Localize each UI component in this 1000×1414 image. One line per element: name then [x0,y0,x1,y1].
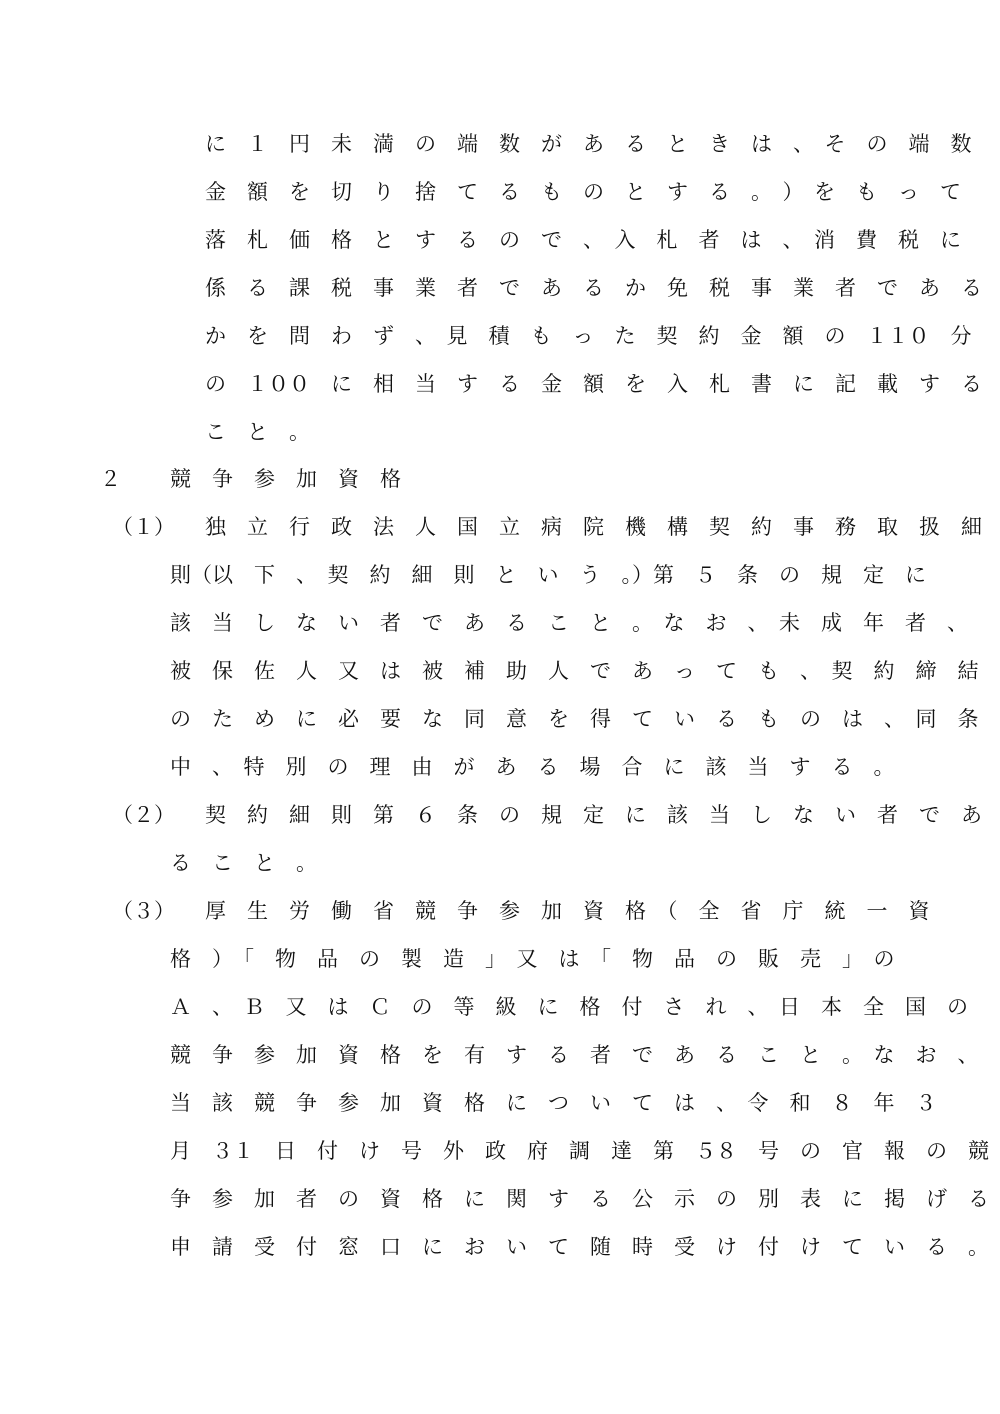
intro-line: に １ 円 未 満 の 端 数 が あ る と き は 、 そ の 端 数 [205,132,972,156]
item-number: （２） [112,803,175,827]
intro-line: の １００ に 相 当 す る 金 額 を 入 札 書 に 記 載 す る [205,372,982,396]
intro-line: 係 る 課 税 事 業 者 で あ る か 免 税 事 業 者 で あ る [205,276,982,300]
item-line: Ａ 、 Ｂ 又 は Ｃ の 等 級 に 格 付 さ れ 、 日 本 全 国 の [170,995,968,1019]
item-line: の た め に 必 要 な 同 意 を 得 て い る も の は 、 同 条 [170,707,979,731]
item-line: る こ と 。 [170,851,317,875]
item-line: 被 保 佐 人 又 は 被 補 助 人 で あ っ て も 、 契 約 締 結 [170,659,979,683]
item-number: （３） [112,899,175,923]
item-line: 契 約 細 則 第 ６ 条 の 規 定 に 該 当 し な い 者 で あ [205,803,982,827]
intro-line: か を 問 わ ず 、 見 積 も っ た 契 約 金 額 の １１０ 分 [205,324,972,348]
item-line: 申 請 受 付 窓 口 に お い て 随 時 受 け 付 け て い る 。 [170,1235,989,1259]
section-title: 競 争 参 加 資 格 [170,467,401,491]
item-number: （１） [112,515,175,539]
item-line: 則（以 下 、 契 約 細 則 と い う 。）第 ５ 条 の 規 定 に [170,563,926,587]
intro-line: こ と 。 [205,420,310,444]
item-line: 競 争 参 加 資 格 を 有 す る 者 で あ る こ と 。 な お 、 [170,1043,979,1067]
section-number: ２ [100,467,121,491]
item-line: 厚 生 労 働 省 競 争 参 加 資 格 （ 全 省 庁 統 一 資 [205,899,930,923]
item-line: 当 該 競 争 参 加 資 格 に つ い て は 、 令 和 ８ 年 ３ [170,1091,937,1115]
item-line: 格 ） 「 物 品 の 製 造 」 又 は 「 物 品 の 販 売 」 の [170,947,895,971]
intro-line: 金 額 を 切 り 捨 て る も の と す る 。 ） を も っ て [205,180,961,204]
intro-line: 落 札 価 格 と す る の で 、 入 札 者 は 、 消 費 税 に [205,228,961,252]
item-line: 中 、 特 別 の 理 由 が あ る 場 合 に 該 当 す る 。 [170,755,895,779]
item-line: 争 参 加 者 の 資 格 に 関 す る 公 示 の 別 表 に 掲 げ る [170,1187,989,1211]
item-line: 独 立 行 政 法 人 国 立 病 院 機 構 契 約 事 務 取 扱 細 [205,515,982,539]
item-line: 該 当 し な い 者 で あ る こ と 。 な お 、 未 成 年 者 、 [170,611,968,635]
item-line: 月 ３１ 日 付 け 号 外 政 府 調 達 第 ５８ 号 の 官 報 の 競 [170,1139,989,1163]
